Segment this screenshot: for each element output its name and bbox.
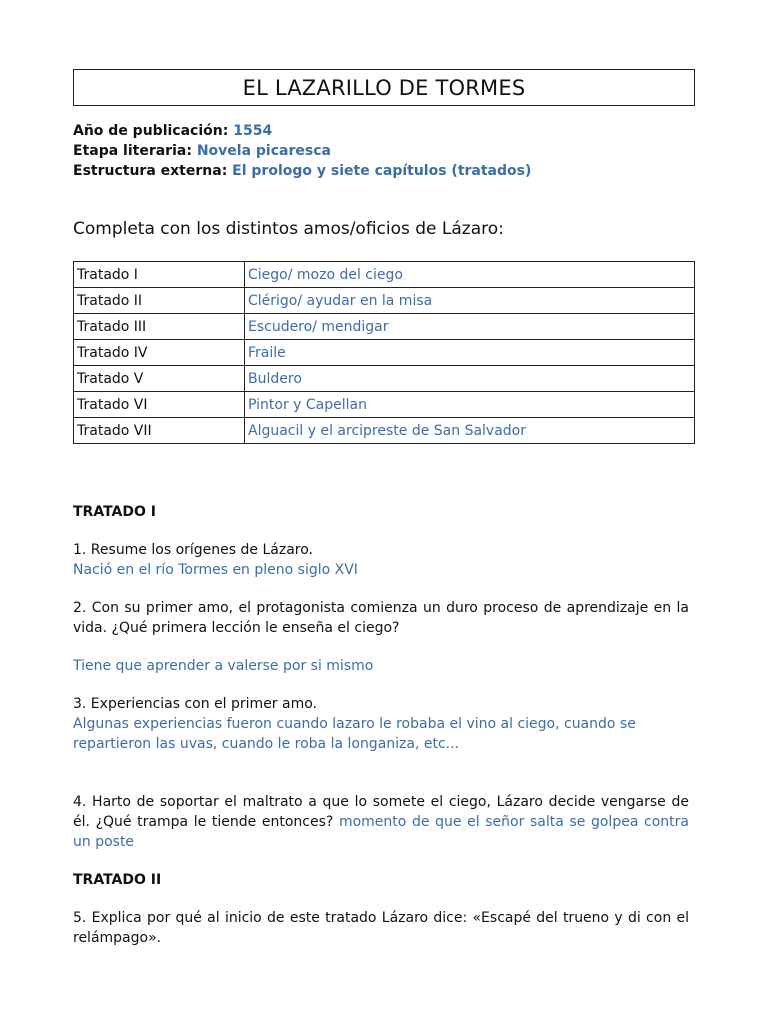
question-3: 3. Experiencias con el primer amo. [73, 696, 317, 712]
tratado-cell: Tratado VI [74, 392, 245, 418]
tratado-cell: Tratado II [74, 288, 245, 314]
meta-structure-value: El prologo y siete capítulos (tratados) [232, 163, 532, 179]
meta-stage-row: Etapa literaria: Novela picaresca [73, 143, 331, 159]
answer-4: momento de que el señor salta se golpea contra un poste [73, 814, 689, 850]
amo-cell: Ciego/ mozo del ciego [245, 262, 695, 288]
question-2: 2. Con su primer amo, el protagonista comienza un duro proceso de aprendizaje en la vida. ¿Qué primera lección le enseña el ciego? [73, 600, 689, 636]
table-row [74, 340, 695, 366]
table-row [74, 418, 695, 444]
tratado-cell: Tratado IV [74, 340, 245, 366]
metadata-block [73, 121, 531, 181]
amo-cell: Escudero/ mendigar [245, 314, 695, 340]
meta-year-row: Año de publicación: 1554 [73, 123, 273, 139]
amo-cell: Pintor y Capellan [245, 392, 695, 418]
table-row [74, 288, 695, 314]
document-title: EL LAZARILLO DE TORMES [242, 75, 526, 100]
amo-cell: Alguacil y el arcipreste de San Salvador [245, 418, 695, 444]
table-row [74, 262, 695, 288]
meta-stage-value: Novela picaresca [196, 143, 331, 159]
table-row [74, 314, 695, 340]
table-row [74, 392, 695, 418]
tratado-1-heading: TRATADO I [73, 504, 156, 520]
question-5: 5. Explica por qué al inicio de este tratado Lázaro dice: «Escapé del trueno y di con el relámpago». [73, 910, 689, 946]
answer-3: Algunas experiencias fueron cuando lazaro le robaba el vino al ciego, cuando se repartieron las uvas, cuando le roba la longaniza, etc... [73, 716, 636, 752]
document-title-box [73, 69, 695, 106]
answer-1: Nació en el río Tormes en pleno siglo XVI [73, 562, 358, 578]
tratado-2-heading: TRATADO II [73, 872, 162, 888]
meta-structure-label: Estructura externa [73, 163, 222, 179]
table-instructions: Completa con los distintos amos/oficios de Lázaro: [73, 219, 504, 239]
meta-year-value: 1554 [233, 123, 273, 139]
tratado-cell: Tratado I [74, 262, 245, 288]
table-row [74, 366, 695, 392]
tratado-cell: Tratado V [74, 366, 245, 392]
tratado-cell: Tratado III [74, 314, 245, 340]
amos-table [73, 261, 695, 444]
meta-structure-row: Estructura externa: El prologo y siete capítulos (tratados) [73, 163, 532, 179]
answer-2: Tiene que aprender a valerse por si mismo [73, 658, 374, 674]
tratado-cell: Tratado VII [74, 418, 245, 444]
question-4-text: 4. Harto de soportar el maltrato a que lo somete el ciego, Lázaro decide vengarse de él. ¿Qué trampa le tiende entonces? [73, 794, 689, 830]
questions-content [73, 502, 689, 948]
amo-cell: Clérigo/ ayudar en la misa [245, 288, 695, 314]
meta-year-label: Año de publicación [73, 123, 223, 139]
amo-cell: Fraile [245, 340, 695, 366]
question-1: 1. Resume los orígenes de Lázaro. [73, 542, 314, 558]
question-4 [73, 792, 689, 852]
amo-cell: Buldero [245, 366, 695, 392]
meta-stage-label: Etapa literaria [73, 143, 187, 159]
